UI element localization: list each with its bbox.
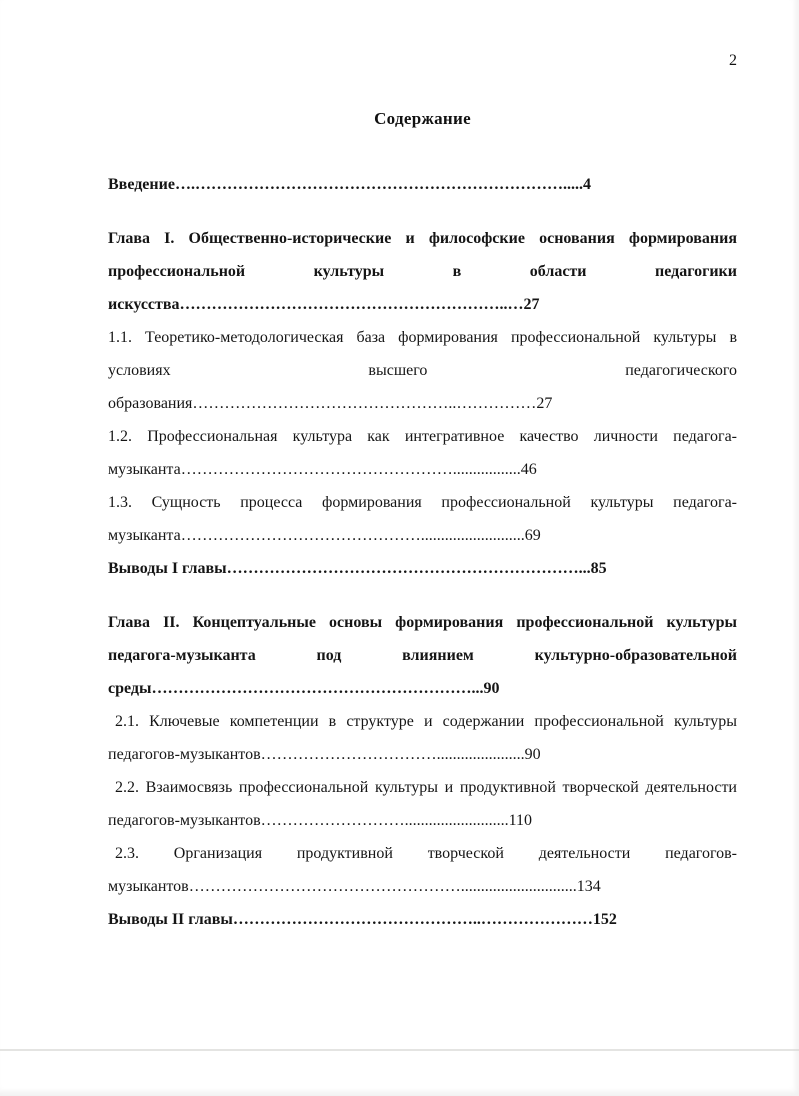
toc-entry-leader: ……………………………………………................. [180,461,521,478]
toc-entry-text: Введение [108,176,175,193]
toc-entry-text: 1.3. Сущность процесса формирования профессиональной культуры педагога-музыканта [108,494,737,544]
toc-entry-text: Выводы II главы [108,911,233,928]
toc-entry-leader: ……………………………………………………..… [179,296,524,313]
table-of-contents [108,168,737,936]
page-number: 2 [729,52,737,69]
toc-entry-1-3 [108,486,737,552]
toc-entry-page: 4 [582,176,591,193]
toc-entry-1-1 [108,321,737,420]
toc-entry-leader: ………………………………………..………………… [232,911,593,928]
toc-entry-text: 2.2. Взаимосвязь профессиональной культуры и продуктивной творческой деятельности педагогов-музыкантов [108,779,737,829]
toc-entry-text: 2.3. Организация продуктивной творческой деятельности педагогов-музыкантов [108,845,737,895]
toc-entry-page: 152 [592,911,617,928]
toc-entry-conclusions-chapter-2 [108,903,737,936]
toc-entry-leader: ……………………………………………............................. [188,878,577,895]
toc-entry-leader: ……………………….......................... [260,812,509,829]
toc-entry-text: 2.1. Ключевые компетенции в структуре и содержании профессиональной культуры педагогов-музыкантов [108,713,737,763]
toc-entry-page: 110 [508,812,533,829]
toc-entry-chapter-2 [108,606,737,705]
toc-entry-page: 85 [590,560,607,577]
toc-entry-page: 46 [520,461,537,478]
toc-entry-page: 27 [523,296,540,313]
page-title: Содержание [374,109,471,128]
toc-entry-leader: …………………………………………..…………… [192,395,537,412]
toc-entry-page: 69 [524,527,541,544]
toc-entry-text: Выводы I главы [108,560,227,577]
toc-entry-leader: ….……………………………………………………………..... [174,176,583,193]
toc-entry-introduction [108,168,737,201]
toc-entry-conclusions-chapter-1 [108,552,737,585]
toc-entry-text: 1.2. Профессиональная культура как интегративное качество личности педагога-музыканта [108,428,737,478]
toc-entry-text: Глава I. Общественно-исторические и философские основания формирования профессиональной культуры в области педагогики искусства [108,230,737,313]
scan-artifact-line [0,1049,799,1051]
toc-entry-page: 134 [576,878,601,895]
toc-entry-2-2 [108,771,737,837]
toc-entry-leader: …………………………………………………………... [226,560,591,577]
toc-entry-leader: ……………………………………………………... [151,680,484,697]
toc-entry-page: 90 [524,746,541,763]
toc-entry-page: 90 [483,680,500,697]
toc-entry-2-3 [108,837,737,903]
toc-entry-1-2 [108,420,737,486]
toc-entry-text: 1.1. Теоретико-методологическая база формирования профессиональной культуры в условиях высшего педагогического образования [108,329,737,412]
toc-entry-page: 27 [536,395,553,412]
toc-entry-leader: ……………………………………….......................... [180,527,525,544]
toc-entry-text: Глава II. Концептуальные основы формирования профессиональной культуры педагога-музыканта под влиянием культурно-образовательной среды [108,614,737,697]
toc-entry-2-1 [108,705,737,771]
toc-entry-chapter-1 [108,222,737,321]
toc-entry-leader: ……………………………...................... [260,746,525,763]
